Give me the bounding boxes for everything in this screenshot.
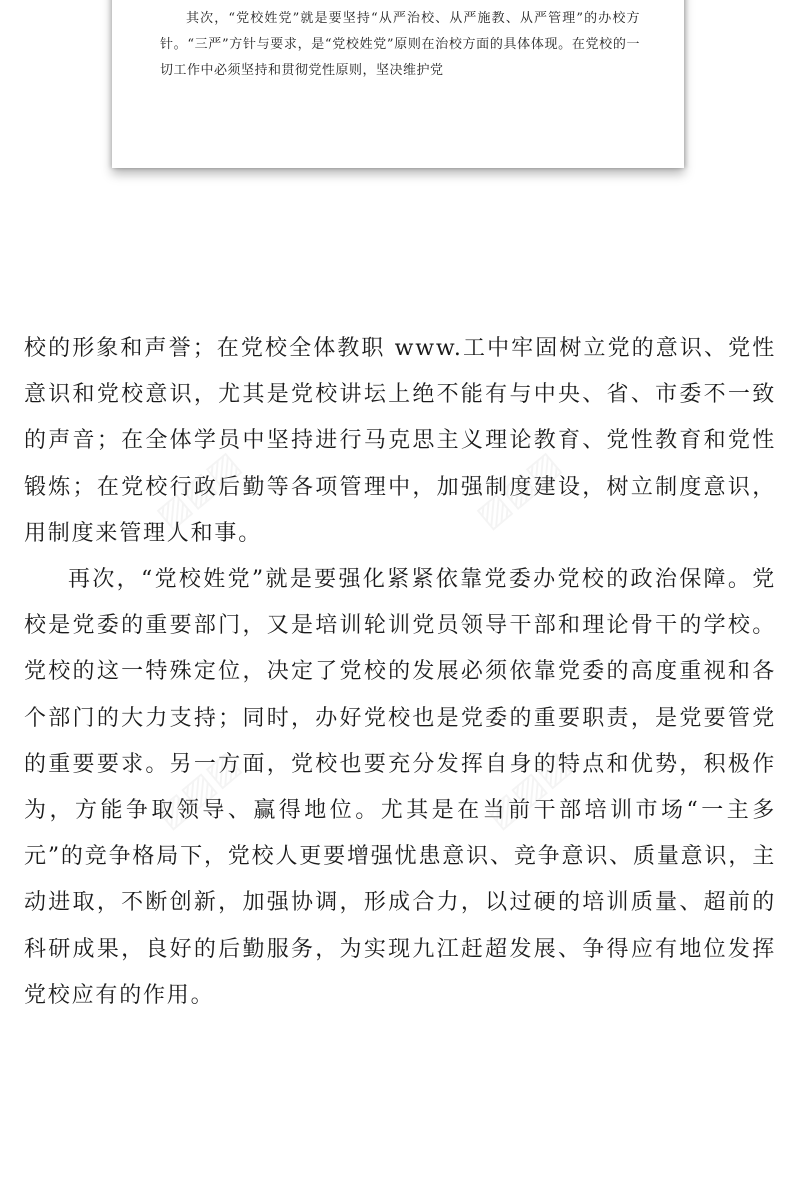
previous-page-card (112, 0, 684, 168)
watermark-mark: ▨▨▨ (468, 443, 568, 537)
page-card-paragraph: 其次，“党校姓党”就是要坚持“从严治校、从严施教、从严管理”的办校方针。“三严”方针与要求，是“党校姓党”原则在治校方面的具体体现。在党校的一切工作中必须坚持和贯彻党性原则，坚决维护党 (160, 11, 640, 78)
watermark-mark: ▨▨▨ (148, 443, 248, 537)
body-paragraph-continuation: 校的形象和声誉；在党校全体教职 www.工中牢固树立党的意识、党性意识和党校意识，尤其是党校讲坛上绝不能有与中央、省、市委不一致的声音；在全体学员中坚持进行马克思主义理论教育、党性教育和党性锻炼；在党校行政后勤等各项管理中，加强制度建设，树立制度意识，用制度来管理人和事。 (24, 336, 776, 546)
document-body (24, 326, 776, 1019)
watermark-mark: ▨▨▨ (478, 743, 578, 837)
body-paragraph-second: 再次，“党校姓党”就是要强化紧紧依靠党委办党校的政治保障。党校是党委的重要部门，又是培训轮训党员领导干部和理论骨干的学校。党校的这一特殊定位，决定了党校的发展必须依靠党委的高度重视和各个部门的大力支持；同时，办好党校也是党委的重要职责，是党要管党的重要要求。另一方面，党校也要充分发挥自身的特点和优势，积极作为，方能争取领导、赢得地位。尤其是在当前干部培训市场“一主多元”的竞争格局下，党校人更要增强忧患意识、竞争意识、质量意识，主动进取，不断创新，加强协调，形成合力，以过硬的培训质量、超前的科研成果，良好的后勤服务，为实现九江赶超发展、争得应有地位发挥党校应有的作用。 (24, 567, 776, 1008)
watermark-mark: ▨▨▨ (148, 743, 248, 837)
